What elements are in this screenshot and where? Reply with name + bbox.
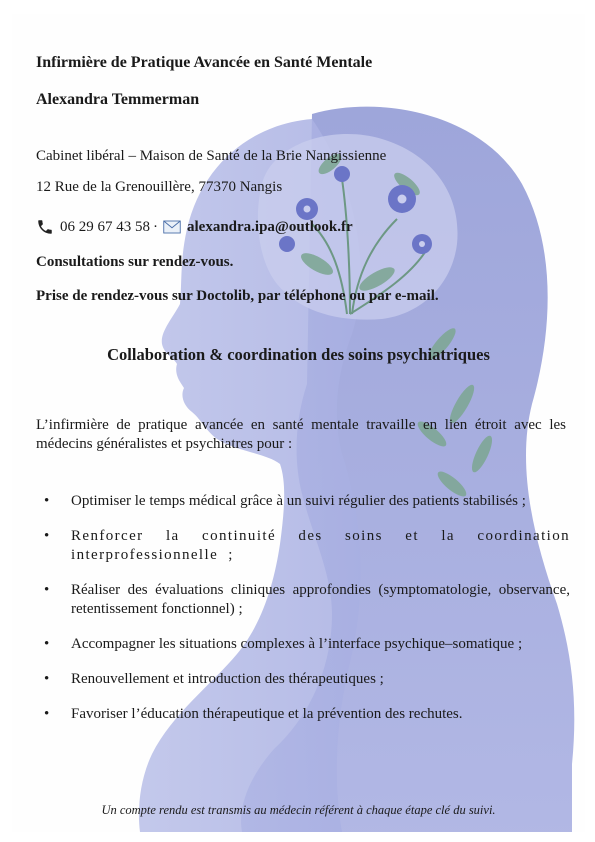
list-item: [36, 527, 570, 565]
bullet-dot: •: [44, 582, 50, 598]
section-title: Collaboration & coordination des soins psychiatriques: [107, 345, 490, 364]
contact-line: [36, 218, 353, 236]
practitioner-name: Alexandra Temmerman: [36, 91, 200, 108]
list-item-text: Renforcer la continuité des soins et la coordination interprofessionnelle ;: [71, 528, 570, 563]
bullet-dot: •: [44, 706, 50, 722]
bullet-dot: •: [44, 671, 50, 687]
footer-note: Un compte rendu est transmis au médecin référent à chaque étape clé du suivi.: [101, 803, 496, 817]
phone-number[interactable]: 06 29 67 43 58: [60, 218, 150, 235]
contact-separator: ·: [153, 218, 158, 235]
flyer-content: [12, 14, 585, 832]
phone-icon: [36, 218, 54, 236]
consultation-note: Consultations sur rendez-vous.: [36, 254, 234, 270]
bullet-dot: •: [44, 636, 50, 652]
list-item: [36, 581, 570, 619]
list-item: [36, 635, 570, 654]
flyer-page: [12, 14, 585, 832]
email-icon: [163, 220, 181, 234]
list-item-text: Accompagner les situations complexes à l’interface psychique–somatique ;: [71, 636, 523, 652]
list-item: [36, 705, 570, 724]
list-item: [36, 670, 570, 689]
list-item-text: Renouvellement et introduction des thérapeutiques ;: [71, 671, 384, 687]
email-address[interactable]: alexandra.ipa@outlook.fr: [187, 218, 353, 235]
document-title: Infirmière de Pratique Avancée en Santé Mentale: [36, 54, 373, 71]
list-item-text: Réaliser des évaluations cliniques approfondies (symptomatologie, observance, retentissement fonctionnel) ;: [71, 582, 570, 617]
practice-name: Cabinet libéral – Maison de Santé de la Brie Nangissienne: [36, 148, 387, 164]
intro-paragraph: L’infirmière de pratique avancée en santé mentale travaille en lien étroit avec les médecins généralistes et psychiatres pour :: [36, 417, 566, 452]
list-item-text: Favoriser l’éducation thérapeutique et la prévention des rechutes.: [71, 706, 463, 722]
list-item: [36, 492, 570, 511]
list-item-text: Optimiser le temps médical grâce à un suivi régulier des patients stabilisés ;: [71, 493, 526, 509]
bullet-dot: •: [44, 528, 51, 544]
bullet-list: [36, 492, 570, 740]
practice-address: 12 Rue de la Grenouillère, 77370 Nangis: [36, 179, 283, 195]
booking-note: Prise de rendez-vous sur Doctolib, par téléphone ou par e-mail.: [36, 288, 439, 304]
bullet-dot: •: [44, 493, 50, 509]
